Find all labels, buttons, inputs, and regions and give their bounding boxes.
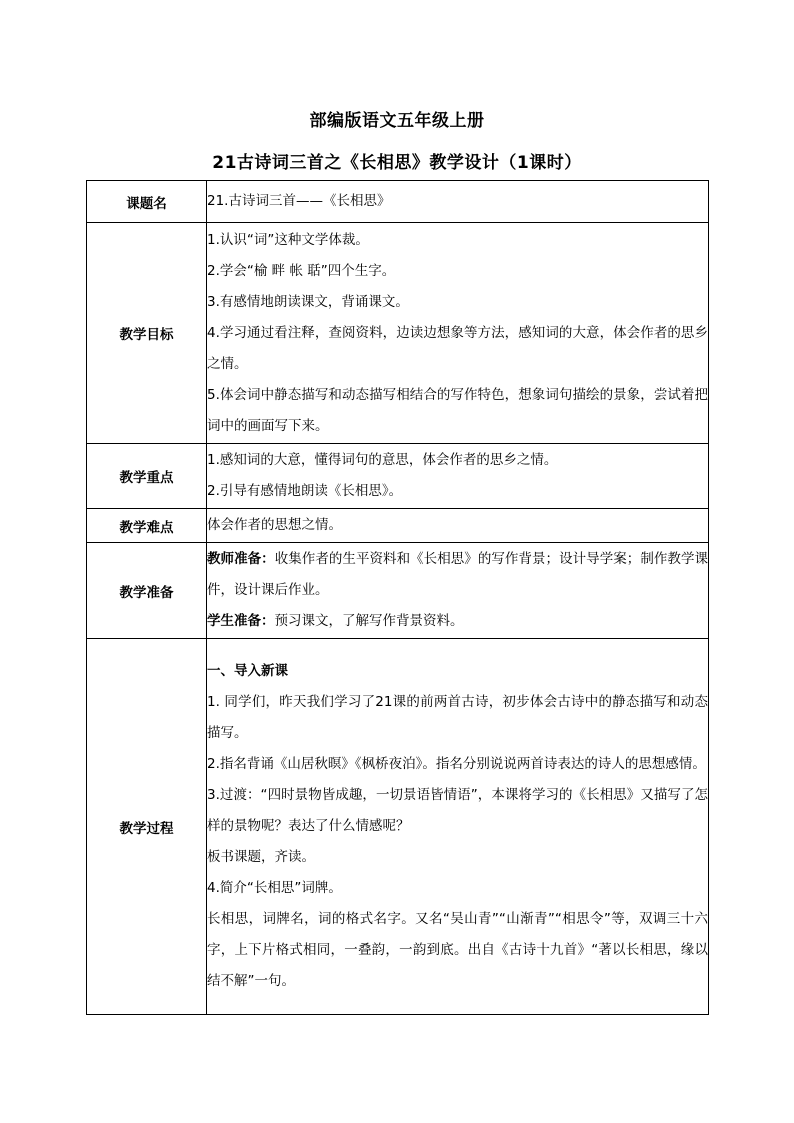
label-goals: 教学目标 bbox=[87, 223, 207, 444]
label-topic: 课题名 bbox=[87, 181, 207, 223]
goal-item: 4.学习通过看注释，查阅资料，边读边想象等方法，感知词的大意，体会作者的思乡之情。 bbox=[207, 324, 708, 372]
content-goals bbox=[207, 223, 709, 444]
content-difficulty bbox=[207, 509, 709, 543]
label-key-points: 教学重点 bbox=[87, 444, 207, 509]
row-topic bbox=[87, 181, 709, 223]
teacher-preparation bbox=[207, 544, 708, 606]
goal-item: 3.有感情地朗读课文，背诵课文。 bbox=[207, 293, 409, 310]
student-preparation bbox=[207, 606, 708, 637]
process-section-title bbox=[207, 656, 708, 687]
student-preparation-lead: 学生准备： bbox=[207, 613, 275, 629]
content-process bbox=[207, 639, 709, 1015]
teacher-preparation-text: 收集作者的生平资料和《长相思》的写作背景；设计导学案；制作教学课件，设计课后作业。 bbox=[207, 551, 709, 598]
label-preparation: 教学准备 bbox=[87, 543, 207, 639]
row-process bbox=[87, 639, 709, 1015]
process-paragraph: 3.过渡：“四时景物皆成趣，一切景语皆情语”，本课将学习的《长相思》又描写了怎样的景物呢？表达了什么情感呢？ bbox=[207, 787, 708, 834]
row-difficulty bbox=[87, 509, 709, 543]
document-title-line1: 部编版语文五年级上册 bbox=[309, 111, 485, 131]
key-point-item: 1.感知词的大意，懂得词句的意思，体会作者的思乡之情。 bbox=[207, 452, 558, 468]
row-preparation bbox=[87, 543, 709, 639]
row-key-points bbox=[87, 444, 709, 509]
process-paragraph: 4.简介“长相思”词牌。 bbox=[207, 880, 342, 896]
content-topic bbox=[207, 181, 709, 223]
key-point-item: 2.引导有感情地朗读《长相思》。 bbox=[207, 483, 403, 499]
difficulty-text: 体会作者的思想之情。 bbox=[207, 517, 342, 533]
process-paragraph: 2.指名背诵《山居秋暝》《枫桥夜泊》。指名分别说说两首诗表达的诗人的思想感情。 bbox=[207, 756, 706, 772]
goal-item: 5.体会词中静态描写和动态描写相结合的写作特色，想象词句描绘的景象，尝试着把词中的画面写下来。 bbox=[207, 386, 708, 434]
document-title-line2: 21古诗词三首之《长相思》教学设计（1课时） bbox=[212, 153, 582, 173]
process-paragraph: 长相思，词牌名，词的格式名字。又名“吴山青”“山渐青”“相思令”等，双调三十六字，上下片格式相同，一叠韵，一韵到底。出自《古诗十九首》“著以长相思，缘以结不解”一句。 bbox=[207, 911, 708, 989]
goal-item: 1.认识“词”这种文学体裁。 bbox=[207, 231, 369, 248]
row-goals bbox=[87, 223, 709, 444]
teacher-preparation-lead: 教师准备： bbox=[207, 551, 275, 567]
content-preparation bbox=[207, 543, 709, 639]
label-process: 教学过程 bbox=[87, 639, 207, 1015]
topic-text: 21.古诗词三首——《长相思》 bbox=[207, 193, 391, 209]
content-key-points bbox=[207, 444, 709, 509]
process-paragraph: 板书课题，齐读。 bbox=[207, 849, 315, 865]
student-preparation-text: 预习课文，了解写作背景资料。 bbox=[274, 613, 464, 629]
process-paragraph: 1. 同学们，昨天我们学习了21课的前两首古诗，初步体会古诗中的静态描写和动态描写。 bbox=[207, 694, 708, 741]
lesson-plan-table bbox=[86, 180, 709, 1015]
label-difficulty: 教学难点 bbox=[87, 509, 207, 543]
process-section-title-text: 一、导入新课 bbox=[207, 663, 288, 679]
goal-item: 2.学会“榆 畔 帐 聒”四个生字。 bbox=[207, 262, 396, 279]
